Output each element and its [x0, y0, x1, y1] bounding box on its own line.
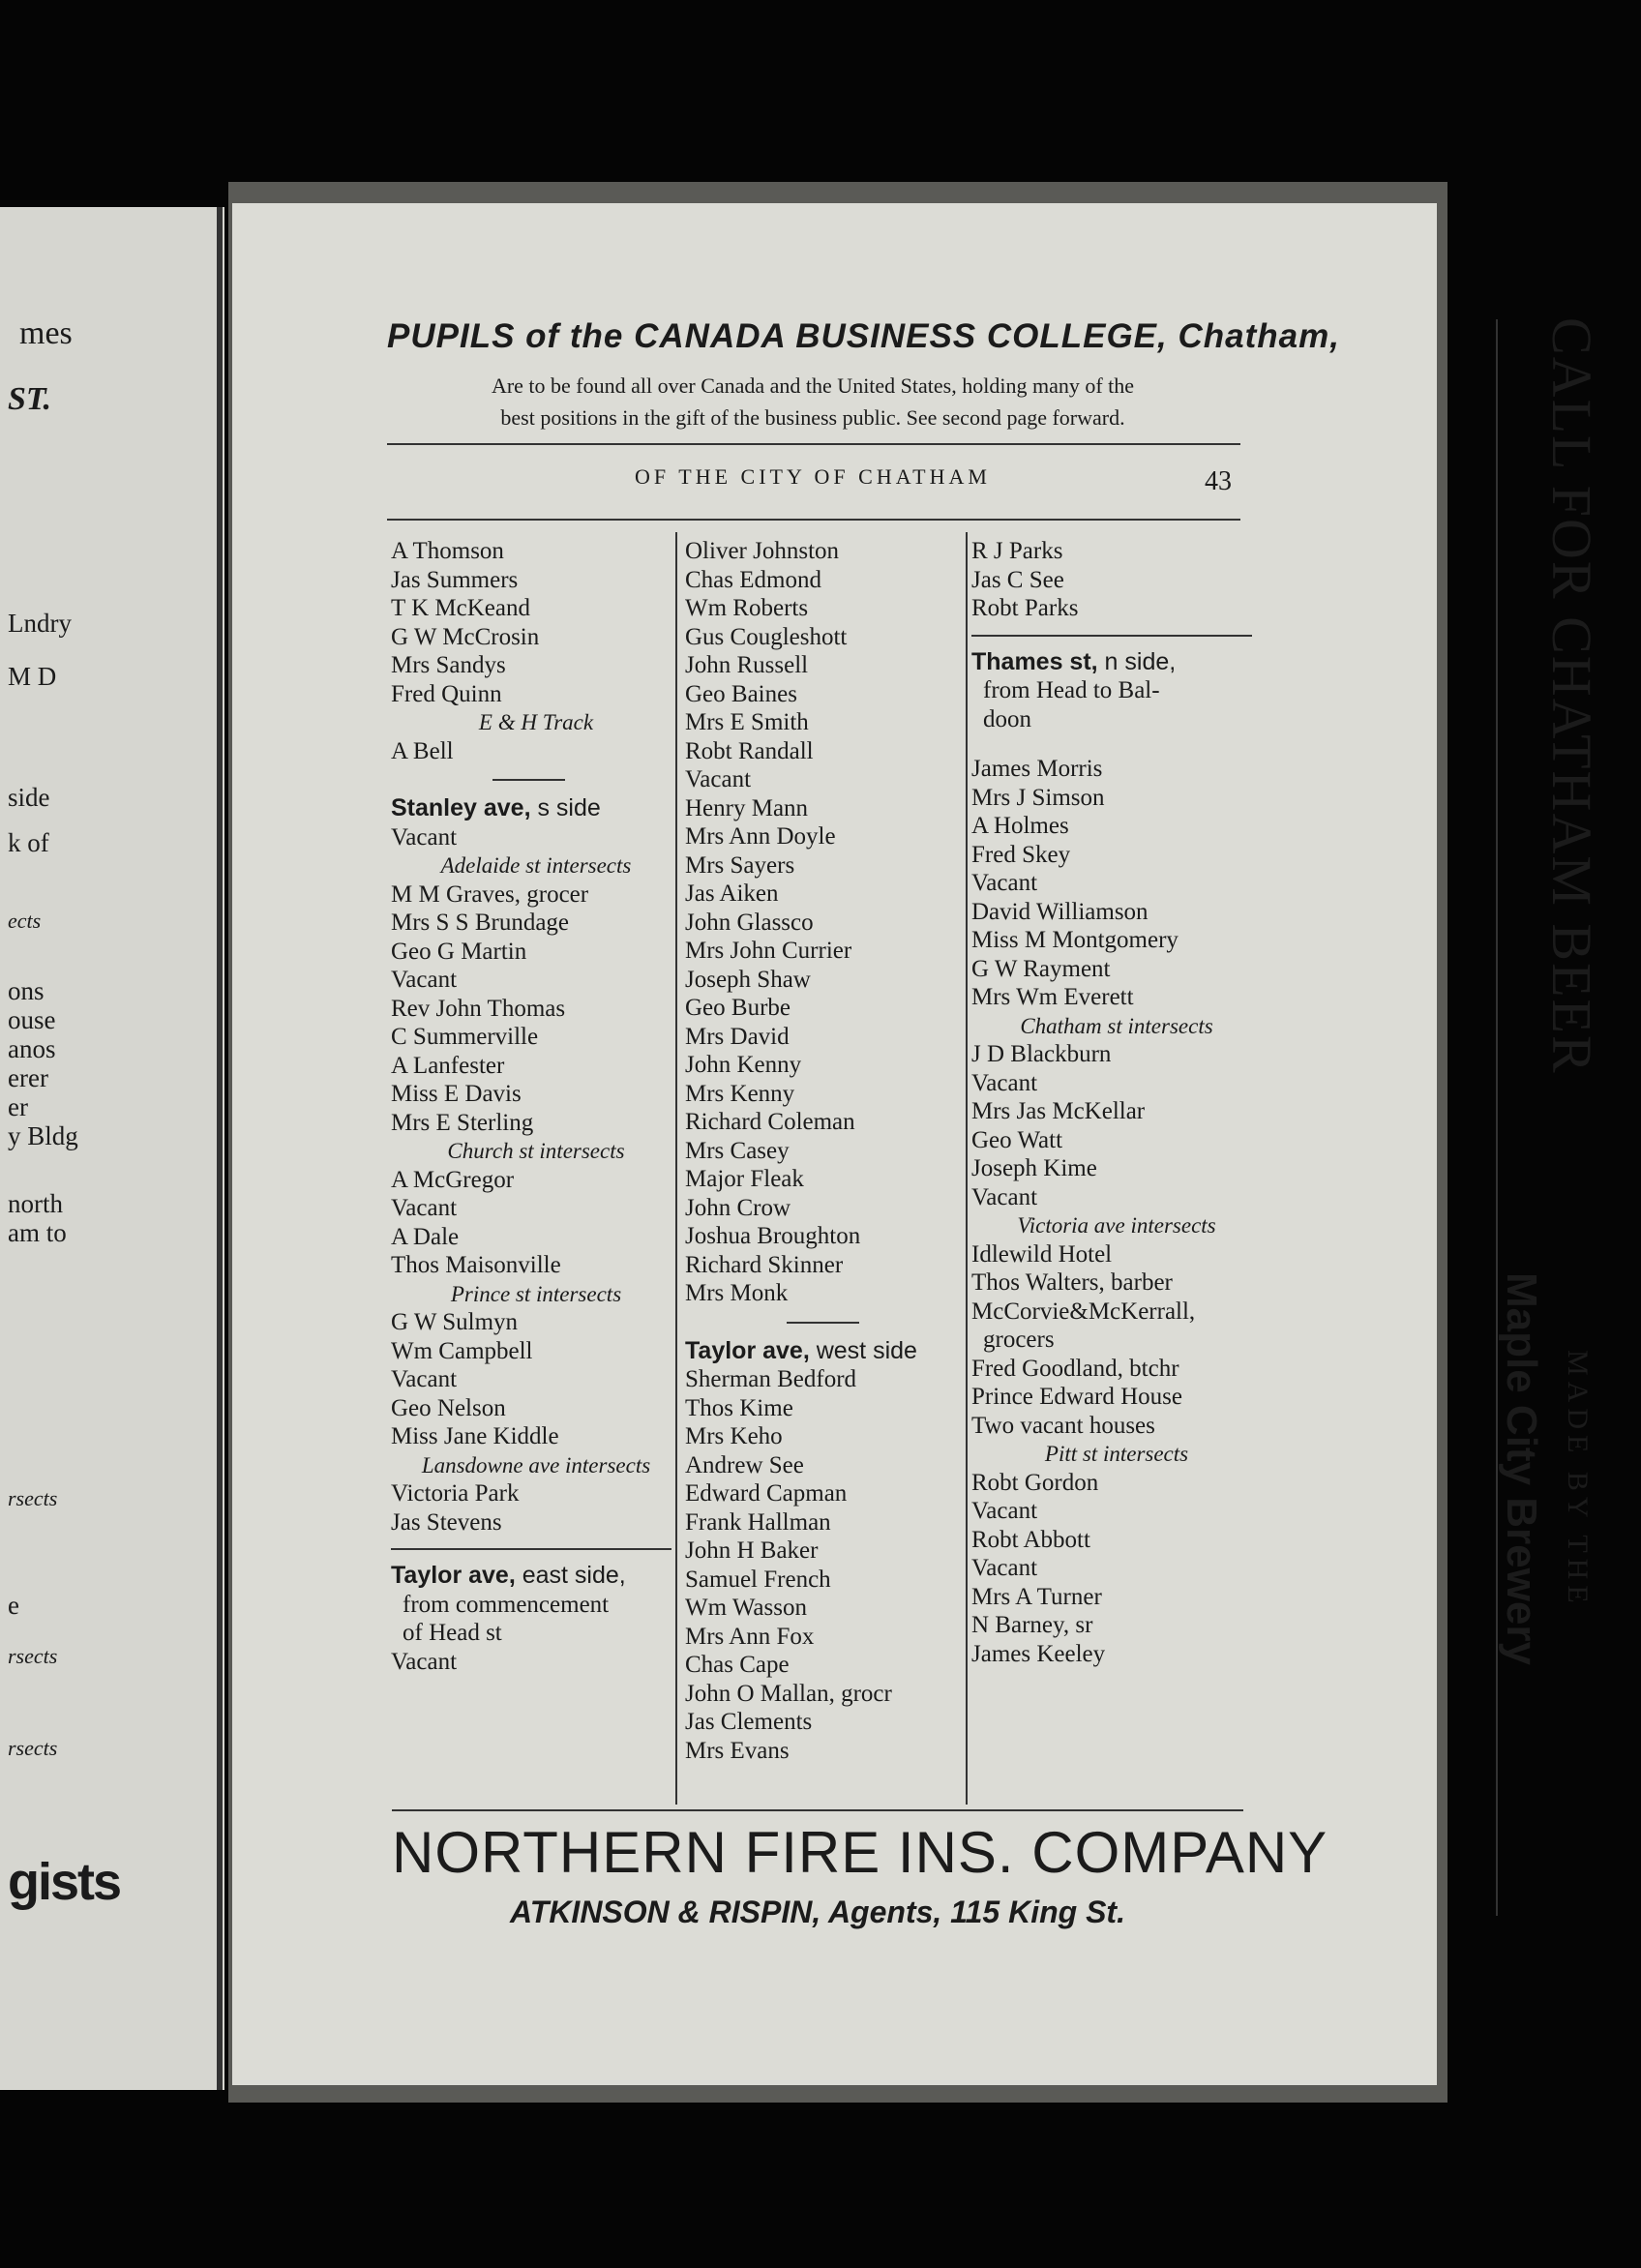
directory-entry: Thos Kime	[685, 1394, 793, 1421]
directory-entry: Victoria Park	[391, 1480, 520, 1507]
directory-entry: Sherman Bedford	[685, 1366, 857, 1392]
directory-entry: John Kenny	[685, 1052, 802, 1078]
directory-entry: Chas Edmond	[685, 566, 821, 593]
directory-entry: Jas C See	[971, 566, 1064, 593]
left-fragment: ouse	[8, 1005, 56, 1034]
directory-entry: Wm Roberts	[685, 595, 809, 621]
left-fragment: north	[8, 1189, 63, 1218]
directory-entry: Joseph Kime	[971, 1155, 1097, 1181]
left-fragment: Lndry	[8, 609, 72, 638]
directory-entry: Rev John Thomas	[391, 995, 566, 1022]
directory-entry: John O Mallan, grocr	[685, 1680, 892, 1707]
spacer	[971, 733, 1262, 755]
directory-entry: Robt Parks	[971, 595, 1079, 621]
directory-entry: Oliver Johnston	[685, 538, 840, 564]
column-divider	[675, 532, 677, 1805]
directory-entry: McCorvie&McKerrall,	[971, 1298, 1196, 1325]
directory-entry: Mrs Wm Everett	[971, 984, 1134, 1010]
intersection-label: Adelaide st intersects	[440, 853, 632, 878]
directory-entry: G W Sulmyn	[391, 1309, 519, 1335]
column-3	[971, 537, 1262, 1668]
promo-line: Are to be found all over Canada and the United States, holding many of the	[491, 373, 1135, 398]
directory-entry: Major Fleak	[685, 1166, 804, 1192]
left-fragment: am to	[8, 1218, 67, 1247]
directory-entry: Joshua Broughton	[685, 1223, 861, 1249]
intersection-label: Prince st intersects	[450, 1281, 622, 1306]
directory-entry: Jas Clements	[685, 1709, 813, 1735]
directory-entry: John Glassco	[685, 909, 814, 936]
directory-entry: Vacant	[971, 1183, 1038, 1210]
street-side: west side	[809, 1336, 917, 1364]
street-name: Stanley ave,	[391, 794, 531, 821]
directory-entry: Mrs Sandys	[391, 652, 506, 678]
left-fragment: erer	[8, 1063, 48, 1092]
directory-entry: John H Baker	[685, 1537, 819, 1564]
page-number: 43	[1205, 466, 1232, 496]
directory-entry: Jas Summers	[391, 566, 519, 593]
directory-entry: Henry Mann	[685, 794, 809, 821]
directory-entry: Miss M Montgomery	[971, 927, 1179, 953]
directory-entry: Chas Cape	[685, 1652, 790, 1678]
directory-entry: John Russell	[685, 652, 809, 678]
directory-entry: Miss E Davis	[391, 1081, 522, 1107]
directory-entry: Joseph Shaw	[685, 966, 811, 993]
directory-entry: Wm Wasson	[685, 1595, 807, 1621]
left-fragment: ects	[8, 909, 42, 933]
directory-entry: Frank Hallman	[685, 1508, 831, 1536]
left-fragment: e	[8, 1591, 19, 1620]
directory-entry: A McGregor	[391, 1166, 515, 1193]
intersection-label: Pitt st intersects	[1044, 1442, 1189, 1466]
directory-entry: Jas Stevens	[391, 1508, 502, 1536]
street-heading	[685, 1337, 975, 1366]
running-head: OF THE CITY OF CHATHAM	[635, 464, 991, 489]
directory-entry: Mrs John Currier	[685, 938, 852, 964]
continuation-line: of Head st	[403, 1620, 502, 1646]
fire-insurance-agents: ATKINSON & RISPIN, Agents, 115 King St.	[510, 1895, 1125, 1929]
directory-entry: Vacant	[971, 1069, 1038, 1096]
side-ad-made-by: MADE BY THE	[1562, 1350, 1594, 1609]
directory-entry: A Holmes	[971, 813, 1069, 839]
directory-entry: G W Rayment	[971, 955, 1111, 982]
header-rule	[387, 443, 1240, 445]
column-2	[685, 537, 975, 1765]
directory-entry: J D Blackburn	[971, 1041, 1112, 1067]
directory-entry: C Summerville	[391, 1024, 539, 1050]
directory-entry: Miss Jane Kiddle	[391, 1423, 559, 1449]
directory-entry: Mrs A Turner	[971, 1583, 1102, 1610]
directory-entry: Mrs Ann Fox	[685, 1623, 815, 1650]
directory-entry: Robt Randall	[685, 737, 814, 764]
directory-entry: Robt Gordon	[971, 1469, 1099, 1496]
directory-entry: Geo Watt	[971, 1126, 1063, 1153]
directory-entry: Mrs Casey	[685, 1137, 790, 1164]
directory-entry: Geo G Martin	[391, 938, 527, 965]
directory-entry: Richard Skinner	[685, 1251, 844, 1278]
left-fragment: er	[8, 1092, 28, 1121]
intersection-label: Church st intersects	[447, 1139, 625, 1163]
street-side: east side,	[515, 1562, 626, 1589]
side-ad-rule	[1496, 319, 1498, 1916]
section-rule	[391, 1537, 681, 1562]
directory-entry: Mrs E Smith	[685, 709, 809, 735]
intersection-label: Lansdowne ave intersects	[421, 1452, 651, 1477]
directory-entry: Geo Baines	[685, 680, 797, 707]
directory-entry: G W McCrosin	[391, 623, 540, 650]
directory-entry: James Keeley	[971, 1640, 1106, 1667]
directory-entry: Two vacant houses	[971, 1412, 1155, 1439]
directory-entry: Mrs Evans	[685, 1737, 790, 1764]
directory-entry: Mrs Jas McKellar	[971, 1098, 1146, 1124]
directory-entry: Vacant	[971, 1498, 1038, 1524]
left-fragment: side	[8, 783, 50, 812]
left-fragment: gists	[8, 1853, 121, 1911]
street-heading	[391, 1562, 681, 1591]
street-side: n side,	[1097, 647, 1177, 675]
column-1	[391, 537, 681, 1676]
directory-entry: Mrs J Simson	[971, 784, 1105, 811]
directory-entry: Vacant	[391, 823, 458, 850]
directory-entry: M M Graves, grocer	[391, 880, 589, 908]
street-name: Taylor ave,	[391, 1562, 516, 1589]
directory-entry: Fred Goodland, btchr	[971, 1355, 1179, 1382]
directory-entry: Andrew See	[685, 1451, 804, 1478]
directory-entry: A Bell	[391, 737, 454, 764]
directory-entry: Mrs Keho	[685, 1423, 783, 1449]
directory-entry: Mrs S S Brundage	[391, 910, 570, 936]
footer-rule	[392, 1809, 1243, 1811]
directory-entry: Geo Nelson	[391, 1394, 506, 1421]
side-ad-brewery: Maple City Brewery	[1498, 1272, 1545, 1665]
directory-entry: Samuel French	[685, 1566, 831, 1593]
intersection-label: Chatham st intersects	[1020, 1013, 1213, 1038]
directory-entry: Thos Walters, barber	[971, 1269, 1173, 1296]
directory-entry: Vacant	[685, 766, 752, 792]
directory-entry: Wm Campbell	[391, 1337, 533, 1364]
street-name: Taylor ave,	[685, 1336, 810, 1364]
directory-entry: Mrs Ann Doyle	[685, 823, 836, 850]
directory-entry: Prince Edward House	[971, 1384, 1182, 1410]
section-rule	[971, 623, 1262, 648]
fire-insurance-ad: NORTHERN FIRE INS. COMPANY	[392, 1820, 1328, 1885]
directory-entry: Vacant	[391, 1195, 458, 1221]
section-divider	[685, 1308, 975, 1337]
directory-entry: Idlewild Hotel	[971, 1240, 1113, 1268]
directory-entry: Mrs Sayers	[685, 851, 795, 879]
left-page-edge	[0, 207, 224, 2090]
left-fragment: rsects	[8, 1736, 58, 1760]
directory-entry: Richard Coleman	[685, 1109, 855, 1135]
directory-entry: John Crow	[685, 1194, 791, 1221]
directory-entry: A Thomson	[391, 538, 504, 564]
directory-entry: Vacant	[391, 967, 458, 993]
street-heading	[971, 648, 1262, 677]
directory-entry: Mrs E Sterling	[391, 1109, 534, 1136]
directory-entry: Fred Quinn	[391, 680, 502, 707]
directory-entry: Fred Skey	[971, 841, 1071, 868]
directory-entry: Vacant	[971, 1555, 1038, 1581]
directory-entry: T K McKeand	[391, 595, 530, 621]
directory-entry: Vacant	[971, 870, 1038, 896]
directory-entry: Jas Aiken	[685, 880, 779, 907]
directory-entry: Robt Abbott	[971, 1526, 1090, 1553]
left-fragment: ons	[8, 976, 45, 1005]
directory-entry: A Lanfester	[391, 1052, 505, 1079]
continuation-line: from commencement	[403, 1591, 610, 1618]
directory-entry: David Williamson	[971, 898, 1149, 925]
header-rule	[387, 519, 1240, 521]
promo-subtitle	[387, 370, 1238, 433]
directory-entry: Mrs Kenny	[685, 1080, 795, 1107]
left-fragment: rsects	[8, 1486, 58, 1510]
directory-page	[232, 203, 1603, 2085]
left-fragment: k of	[8, 828, 49, 857]
continuation-line: doon	[983, 705, 1031, 732]
column-divider	[966, 532, 968, 1805]
directory-entry: Mrs David	[685, 1023, 790, 1050]
directory-entry: A Dale	[391, 1223, 460, 1250]
intersection-label: Victoria ave intersects	[1017, 1213, 1216, 1238]
directory-entry: Geo Burbe	[685, 995, 791, 1021]
directory-entry: R J Parks	[971, 538, 1063, 564]
left-fragment: y Bldg	[8, 1121, 78, 1150]
directory-entry: James Morris	[971, 756, 1103, 782]
side-ad-call: CALL FOR CHATHAM BEER	[1540, 317, 1603, 1075]
directory-entry: Vacant	[391, 1648, 458, 1675]
directory-entry: Mrs Monk	[685, 1280, 789, 1306]
directory-entry: Edward Capman	[685, 1480, 848, 1507]
continuation-line: grocers	[983, 1327, 1055, 1353]
intersection-label: E & H Track	[478, 710, 594, 734]
street-name: Thames st,	[971, 647, 1098, 675]
promo-line: best positions in the gift of the business public. See second page forward.	[500, 405, 1125, 430]
left-fragment: rsects	[8, 1644, 58, 1668]
directory-entry: Gus Cougleshott	[685, 623, 848, 650]
continuation-line: from Head to Bal-	[983, 677, 1160, 703]
directory-entry: N Barney, sr	[971, 1612, 1093, 1638]
section-divider	[391, 765, 681, 794]
left-fragment: anos	[8, 1034, 56, 1063]
left-fragment: M D	[8, 662, 57, 691]
left-fragment: mes	[19, 315, 73, 351]
street-side: s side	[530, 794, 601, 821]
directory-entry: Vacant	[391, 1366, 458, 1392]
directory-entry: Thos Maisonville	[391, 1252, 561, 1278]
gutter-line	[217, 207, 223, 2090]
promo-title: PUPILS of the CANADA BUSINESS COLLEGE, Chatham,	[387, 317, 1340, 355]
street-heading	[391, 794, 681, 823]
left-fragment: ST.	[8, 381, 52, 417]
